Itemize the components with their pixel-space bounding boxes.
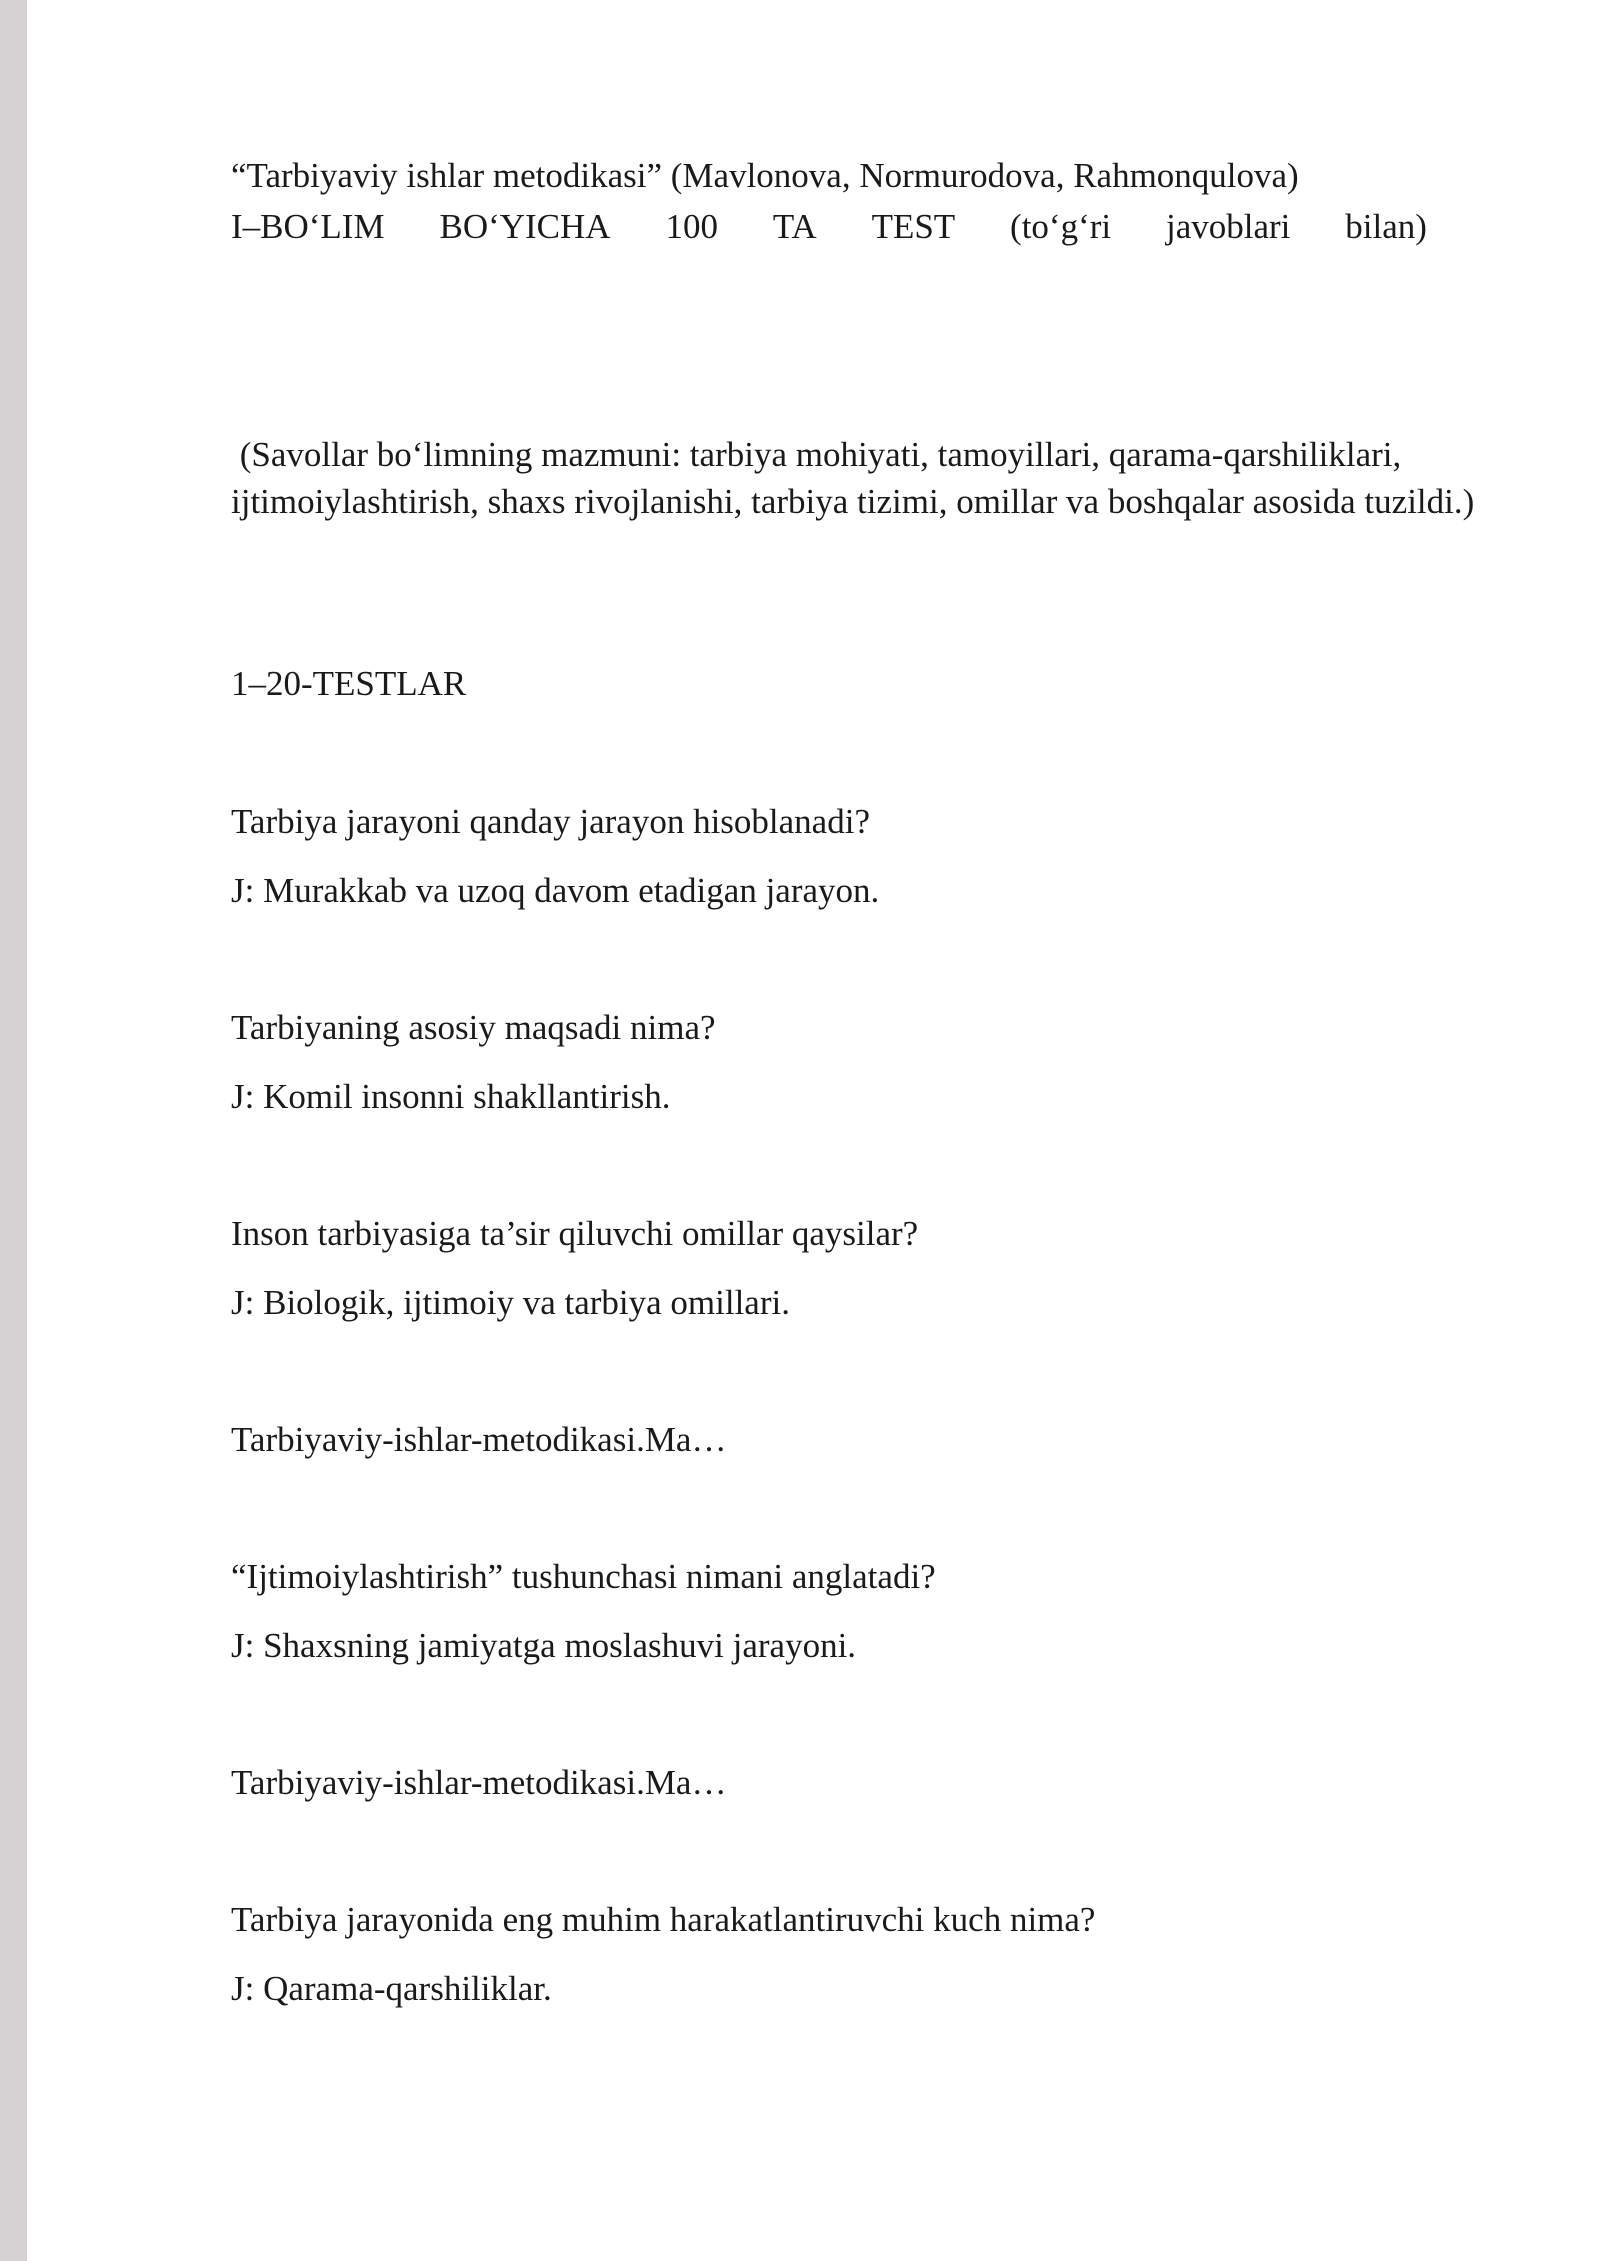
subtitle-word: javoblari <box>1166 207 1291 246</box>
answer-3: J: Biologik, ijtimoiy va tarbiya omillari. <box>231 1283 790 1322</box>
subtitle-word: bilan) <box>1345 207 1427 246</box>
question-5: Tarbiya jarayonida eng muhim harakatlantiruvchi kuch nima? <box>231 1900 1096 1939</box>
subtitle-word: TEST <box>871 207 956 246</box>
document-subtitle <box>231 209 1427 244</box>
answer-2: J: Komil insonni shakllantirish. <box>231 1077 671 1116</box>
intro-text: (Savollar bo‘limning mazmuni: tarbiya mohiyati, tamoyillari, qarama-qarshiliklari, ijtimoiylashtirish, shaxs rivojlanishi, tarbiya tizimi, omillar va boshqalar asosida tuzildi.) <box>231 435 1475 521</box>
question-4: “Ijtimoiylashtirish” tushunchasi nimani anglatadi? <box>231 1557 936 1596</box>
subtitle-word: BO‘YICHA <box>439 207 611 246</box>
answer-4: J: Shaxsning jamiyatga moslashuvi jarayoni. <box>231 1626 857 1665</box>
answer-1: J: Murakkab va uzoq davom etadigan jarayon. <box>231 871 880 910</box>
subtitle-word: (to‘g‘ri <box>1010 207 1112 246</box>
source-reference: Tarbiyaviy-ishlar-metodikasi.Ma… <box>231 1420 727 1459</box>
question-3: Inson tarbiyasiga ta’sir qiluvchi omillar qaysilar? <box>231 1214 919 1253</box>
answer-5: J: Qarama-qarshiliklar. <box>231 1969 552 2008</box>
question-2: Tarbiyaning asosiy maqsadi nima? <box>231 1008 716 1047</box>
source-reference: Tarbiyaviy-ishlar-metodikasi.Ma… <box>231 1763 727 1802</box>
section-heading: 1–20-TESTLAR <box>231 664 467 703</box>
subtitle-word: I–BO‘LIM <box>231 207 385 246</box>
subtitle-word: 100 <box>665 207 718 246</box>
question-1: Tarbiya jarayoni qanday jarayon hisoblanadi? <box>231 802 870 841</box>
intro-paragraph <box>231 431 1521 525</box>
document-title: “Tarbiyaviy ishlar metodikasi” (Mavlonova, Normurodova, Rahmonqulova) <box>231 156 1299 195</box>
subtitle-word: TA <box>772 207 817 246</box>
